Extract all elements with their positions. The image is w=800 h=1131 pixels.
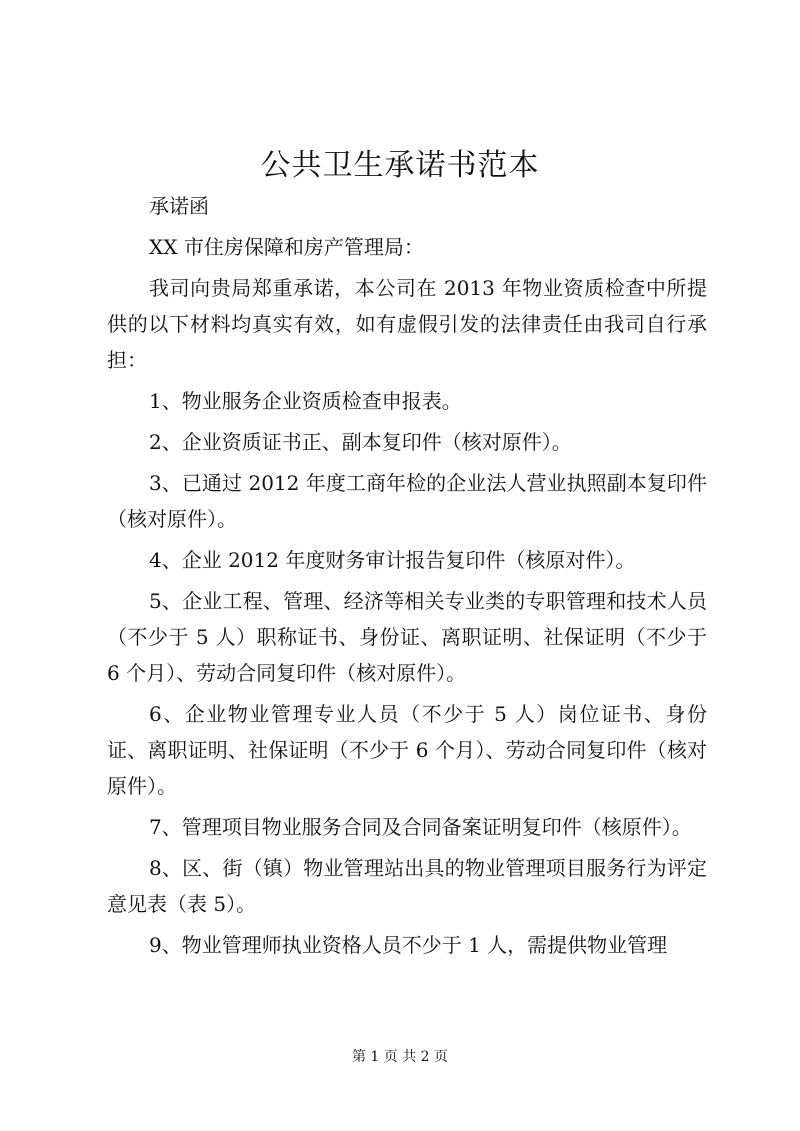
list-item-6: 6、企业物业管理专业人员（不少于 5 人）岗位证书、身份证、离职证明、社保证明（不少于 6 个月）、劳动合同复印件（核对原件）。 bbox=[107, 702, 707, 798]
document-title: 公共卫生承诺书范本 bbox=[260, 148, 540, 183]
paragraph-greeting-title: 承诺函 bbox=[149, 194, 209, 218]
list-item-8: 8、区、街（镇）物业管理站出具的物业管理项目服务行为评定意见表（表 5）。 bbox=[107, 856, 707, 916]
list-item-5: 5、企业工程、管理、经济等相关专业类的专职管理和技术人员（不少于 5 人）职称证书、身份证、离职证明、社保证明（不少于 6 个月）、劳动合同复印件（核对原件）。 bbox=[107, 589, 707, 685]
list-item-2: 2、企业资质证书正、副本复印件（核对原件）。 bbox=[149, 430, 572, 454]
paragraph-recipient: XX 市住房保障和房产管理局： bbox=[149, 235, 424, 259]
document-body bbox=[107, 188, 707, 968]
page-footer: 第 1 页 共 2 页 bbox=[351, 1049, 449, 1065]
list-item-4: 4、企业 2012 年度财务审计报告复印件（核原对件）。 bbox=[149, 548, 636, 572]
list-item-3: 3、已通过 2012 年度工商年检的企业法人营业执照副本复印件（核对原件）。 bbox=[107, 471, 707, 531]
list-item-7: 7、管理项目物业服务合同及合同备案证明复印件（核原件）。 bbox=[149, 815, 692, 839]
list-item-1: 1、物业服务企业资质检查申报表。 bbox=[149, 389, 462, 413]
list-item-9: 9、物业管理师执业资格人员不少于 1 人，需提供物业管理 bbox=[149, 933, 668, 957]
paragraph-intro: 我司向贵局郑重承诺，本公司在 2013 年物业资质检查中所提供的以下材料均真实有效，如有虚假引发的法律责任由我司自行承担： bbox=[107, 276, 707, 372]
